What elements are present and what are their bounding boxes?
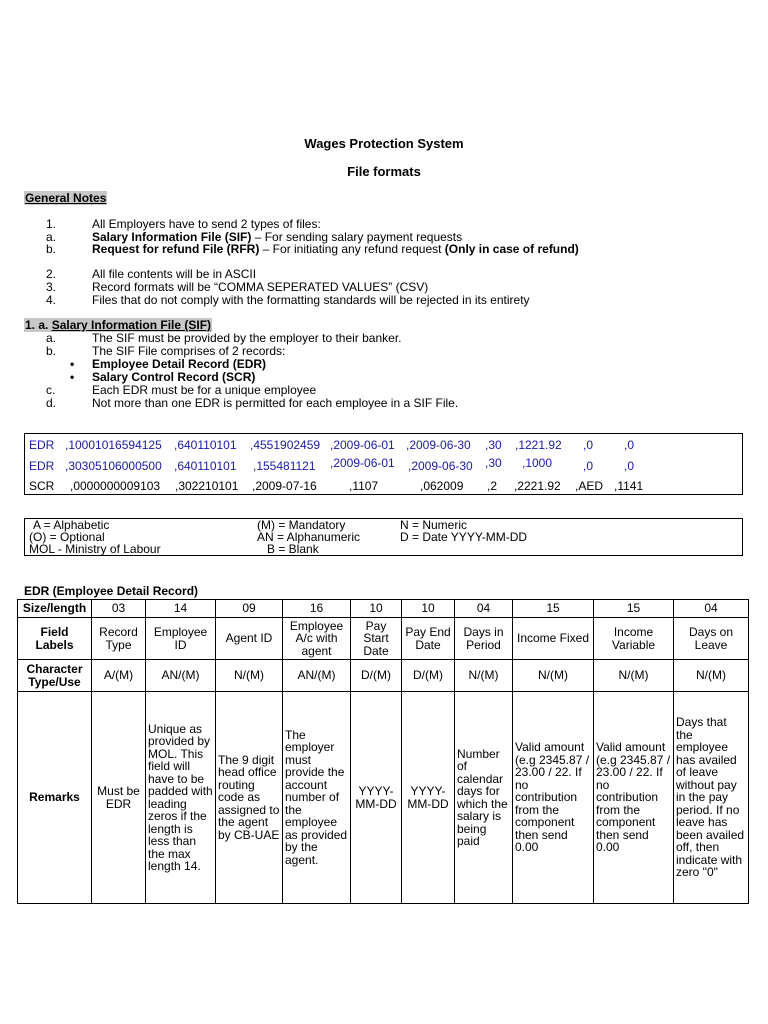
- field-label-cell: Employee ID: [146, 618, 216, 660]
- size-cell: 15: [594, 600, 674, 618]
- sample-cell: ,10001016594125: [65, 438, 162, 452]
- bullet-text: Employee Detail Record (EDR): [92, 357, 267, 371]
- size-cell: 04: [455, 600, 513, 618]
- legend-alphabetic: A = Alphabetic: [33, 518, 110, 532]
- size-cell: 14: [146, 600, 216, 618]
- field-label-cell: Pay Start Date: [351, 618, 402, 660]
- note-marker: 2.: [46, 267, 57, 281]
- page-subtitle: File formats: [347, 164, 421, 179]
- remark-cell: The employer must provide the account number of the employee as provided by the agent.: [283, 692, 351, 904]
- sample-cell: ,0000000009103: [70, 479, 161, 493]
- sample-cell: ,2009-06-01: [330, 456, 395, 470]
- note-bold-text: Request for refund File (RFR): [92, 242, 260, 256]
- sif-heading-text: Salary Information File (SIF): [51, 318, 212, 332]
- remark-cell: YYYY-MM-DD: [402, 692, 455, 904]
- legend-numeric: N = Numeric: [400, 518, 468, 532]
- general-notes-heading-text: General Notes: [25, 191, 107, 205]
- sample-cell: ,0: [624, 459, 635, 473]
- sif-text: Not more than one EDR is permitted for each employee in a SIF File.: [92, 396, 459, 410]
- type-cell: D/(M): [402, 660, 455, 692]
- sample-cell: ,2221.92: [514, 479, 561, 493]
- sample-cell: ,AED: [575, 479, 604, 493]
- type-cell: N/(M): [513, 660, 594, 692]
- type-cell: AN/(M): [283, 660, 351, 692]
- size-cell: 16: [283, 600, 351, 618]
- note-bold-text: (Only in case of refund): [444, 242, 579, 256]
- note-marker: 1.: [46, 217, 57, 231]
- field-label-cell: Agent ID: [216, 618, 283, 660]
- sample-cell: ,062009: [420, 479, 464, 493]
- sif-marker: d.: [46, 396, 57, 410]
- row-label: Size/length: [18, 600, 92, 618]
- sample-cell: ,0: [583, 459, 594, 473]
- edr-field-row: [18, 618, 749, 660]
- edr-remarks-row: [18, 692, 749, 904]
- remark-cell: The 9 digit head office routing code as assigned to the agent by CB-UAE: [216, 692, 283, 904]
- remark-cell: Number of calendar days for which the salary is being paid: [455, 692, 513, 904]
- type-cell: N/(M): [674, 660, 749, 692]
- size-cell: 15: [513, 600, 594, 618]
- legend-mol: MOL - Ministry of Labour: [29, 542, 161, 556]
- sample-cell: ,302210101: [175, 479, 239, 493]
- sif-text: The SIF File comprises of 2 records:: [92, 344, 286, 358]
- remark-cell: Must be EDR: [92, 692, 146, 904]
- general-notes-heading: [24, 192, 107, 205]
- sample-cell: ,30305106000500: [65, 459, 162, 473]
- sample-cell: ,0: [624, 438, 635, 452]
- note-marker: a.: [46, 230, 57, 244]
- type-cell: N/(M): [455, 660, 513, 692]
- remark-cell: Valid amount (e.g 2345.87 / 23.00 / 22. If no contribution from the component then send 0.00: [513, 692, 594, 904]
- size-cell: 10: [402, 600, 455, 618]
- legend-box: [24, 518, 743, 556]
- type-cell: N/(M): [594, 660, 674, 692]
- type-cell: A/(M): [92, 660, 146, 692]
- remark-cell: YYYY-MM-DD: [351, 692, 402, 904]
- note-marker: b.: [46, 242, 57, 256]
- field-label-cell: Income Fixed: [513, 618, 594, 660]
- sample-cell: ,0: [583, 438, 594, 452]
- size-cell: 10: [351, 600, 402, 618]
- edr-size-row: [18, 600, 749, 618]
- sample-cell: ,1107: [349, 479, 379, 493]
- type-cell: D/(M): [351, 660, 402, 692]
- size-cell: 09: [216, 600, 283, 618]
- row-label: Character Type/Use: [18, 660, 92, 692]
- bullet-text: Salary Control Record (SCR): [92, 370, 256, 384]
- sample-cell: ,2009-07-16: [252, 479, 317, 493]
- sample-cell: ,2: [487, 479, 498, 493]
- note-bold-text: Salary Information File (SIF): [92, 230, 252, 244]
- field-label-cell: Record Type: [92, 618, 146, 660]
- edr-table: [17, 599, 749, 904]
- field-label-cell: Income Variable: [594, 618, 674, 660]
- sample-cell: ,2009-06-01: [330, 438, 395, 452]
- field-label-cell: Employee A/c with agent: [283, 618, 351, 660]
- remark-cell: Unique as provided by MOL. This field will have to be padded with leading zeros if the length is less than the max length 14.: [146, 692, 216, 904]
- note-text: Files that do not comply with the formatting standards will be rejected in its entirety: [92, 293, 530, 307]
- sample-cell: ,640110101: [174, 438, 237, 452]
- sif-marker: a.: [46, 331, 57, 345]
- sample-cell: ,30: [485, 456, 502, 470]
- sample-cell: ,30: [485, 438, 502, 452]
- note-text: All Employers have to send 2 types of files:: [92, 217, 321, 231]
- note-text: – For initiating any refund request: [259, 242, 445, 256]
- sample-records-box: [24, 433, 743, 495]
- sample-cell: ,2009-06-30: [406, 438, 471, 452]
- sample-cell: ,640110101: [174, 459, 237, 473]
- sif-marker: b.: [46, 344, 57, 358]
- edr-type-row: [18, 660, 749, 692]
- sample-cell: EDR: [29, 438, 55, 452]
- sample-cell: ,2009-06-30: [408, 459, 473, 473]
- sample-cell: EDR: [29, 459, 55, 473]
- legend-blank: B = Blank: [267, 542, 319, 556]
- sample-cell: ,155481121: [253, 459, 316, 473]
- row-label: Field Labels: [18, 618, 92, 660]
- size-cell: 04: [674, 600, 749, 618]
- field-label-cell: Days on Leave: [674, 618, 749, 660]
- legend-mandatory: (M) = Mandatory: [257, 518, 346, 532]
- sif-text: Each EDR must be for a unique employee: [92, 383, 317, 397]
- type-cell: AN/(M): [146, 660, 216, 692]
- legend-date: D = Date YYYY-MM-DD: [400, 530, 528, 544]
- field-label-cell: Days in Period: [455, 618, 513, 660]
- note-text: – For sending salary payment requests: [251, 230, 463, 244]
- size-cell: 03: [92, 600, 146, 618]
- remark-cell: Days that the employee has availed of leave without pay in the pay period. If no leave has been availed off, then indicate with zero "0": [674, 692, 749, 904]
- sif-heading-prefix: 1. a.: [25, 318, 52, 332]
- sample-cell: ,1141: [614, 479, 644, 493]
- note-text: Record formats will be “COMMA SEPERATED VALUES” (CSV): [92, 280, 429, 294]
- sample-cell: ,1000: [522, 456, 553, 470]
- note-marker: 3.: [46, 280, 57, 294]
- type-cell: N/(M): [216, 660, 283, 692]
- sample-cell: ,1221.92: [515, 438, 562, 452]
- row-label: Remarks: [18, 692, 92, 904]
- legend-alphanumeric: AN = Alphanumeric: [257, 530, 361, 544]
- field-label-cell: Pay End Date: [402, 618, 455, 660]
- remark-cell: Valid amount (e.g 2345.87 / 23.00 / 22. If no contribution from the component then send 0.00: [594, 692, 674, 904]
- note-marker: 4.: [46, 293, 57, 307]
- sample-cell: SCR: [29, 479, 55, 493]
- bullet-icon: •: [70, 357, 75, 371]
- page-title: Wages Protection System: [304, 136, 464, 151]
- sif-marker: c.: [46, 383, 56, 397]
- sample-cell: ,4551902459: [250, 438, 321, 452]
- note-text: All file contents will be in ASCII: [92, 267, 257, 281]
- bullet-icon: •: [70, 370, 75, 384]
- edr-caption: EDR (Employee Detail Record): [24, 584, 199, 598]
- legend-optional: (O) = Optional: [29, 530, 105, 544]
- sif-text: The SIF must be provided by the employer to their banker.: [92, 331, 402, 345]
